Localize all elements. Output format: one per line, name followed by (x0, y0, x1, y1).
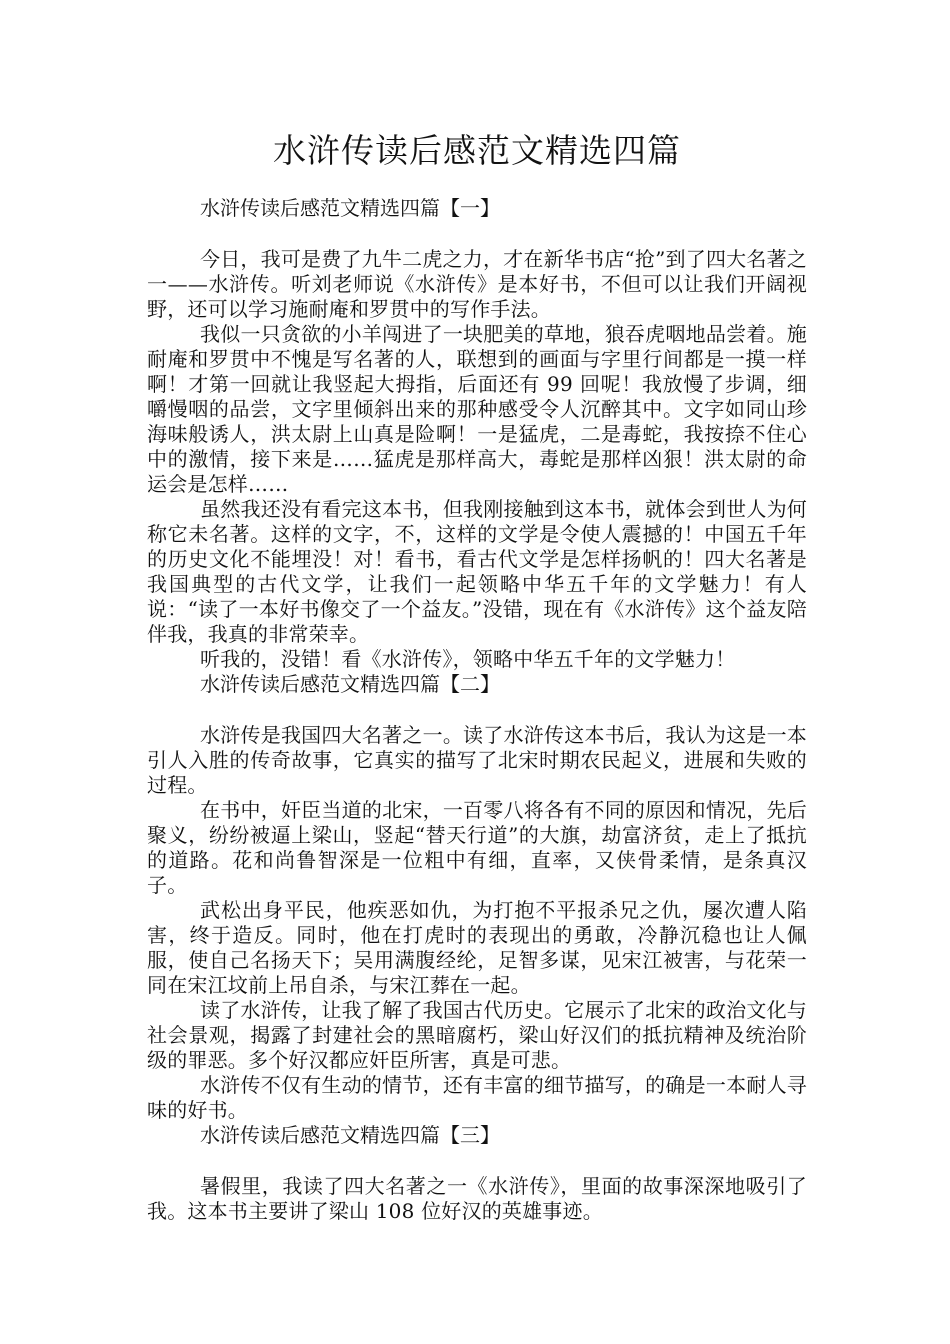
section-heading: 水浒传读后感范文精选四篇【二】 (200, 672, 500, 696)
section-2 (147, 672, 807, 1123)
section-3 (147, 1123, 807, 1224)
section-gap (147, 221, 807, 247)
paragraph: 读了水浒传，让我了解了我国古代历史。它展示了北宋的政治文化与社会景观，揭露了封建社会的黑暗腐朽，梁山好汉们的抵抗精神及统治阶级的罪恶。多个好汉都应奸臣所害，真是可悲。 (147, 998, 807, 1072)
document-title: 水浒传读后感范文精选四篇 (273, 131, 681, 170)
document-page (147, 128, 807, 1224)
section-1 (147, 196, 807, 672)
paragraph: 听我的，没错！看《水浒传》，领略中华五千年的文学魅力！ (200, 647, 736, 671)
section-gap (147, 1148, 807, 1174)
paragraph: 暑假里，我读了四大名著之一《水浒传》，里面的故事深深地吸引了我。这本书主要讲了梁山 108 位好汉的英雄事迹。 (147, 1174, 807, 1223)
section-heading: 水浒传读后感范文精选四篇【一】 (200, 196, 500, 220)
paragraph: 武松出身平民，他疾恶如仇，为打抱不平报杀兄之仇，屡次遭人陷害，终于造反。同时，他在打虎时的表现出的勇敢，冷静沉稳也让人佩服，使自己名扬天下；吴用满腹经纶，足智多谋，见宋江被害，与花荣一同在宋江坟前上吊自杀，与宋江葬在一起。 (147, 898, 807, 997)
section-gap (147, 697, 807, 723)
paragraph: 我似一只贪欲的小羊闯进了一块肥美的草地，狼吞虎咽地品尝着。施耐庵和罗贯中不愧是写名著的人，联想到的画面与字里行间都是一摸一样啊！才第一回就让我竖起大拇指，后面还有 99 回呢！我放慢了步调，细嚼慢咽的品尝，文字里倾斜出来的那种感受令人沉醉其中。文字如同山珍海味般诱人，洪太尉上山真是险啊！一是猛虎，二是毒蛇，我按捺不住心中的激情，接下来是……猛虎是那样高大，毒蛇是那样凶狠！洪太尉的命运会是怎样…… (147, 322, 807, 496)
paragraph: 水浒传不仅有生动的情节，还有丰富的细节描写，的确是一本耐人寻味的好书。 (147, 1073, 807, 1122)
paragraph: 虽然我还没有看完这本书，但我刚接触到这本书，就体会到世人为何称它未名著。这样的文字，不，这样的文学是令使人震撼的！中国五千年的历史文化不能埋没！对！看书，看古代文学是怎样扬帆的！四大名著是我国典型的古代文学，让我们一起领略中华五千年的文学魅力！有人说：“读了一本好书像交了一个益友。”没错，现在有《水浒传》这个益友陪伴我，我真的非常荣幸。 (147, 497, 807, 646)
paragraph: 今日，我可是费了九牛二虎之力，才在新华书店“抢”到了四大名著之一——水浒传。听刘老师说《水浒传》是本好书，不但可以让我们开阔视野，还可以学习施耐庵和罗贯中的写作手法。 (147, 247, 807, 321)
paragraph: 水浒传是我国四大名著之一。读了水浒传这本书后，我认为这是一本引人入胜的传奇故事，它真实的描写了北宋时期农民起义，进展和失败的过程。 (147, 723, 807, 797)
section-heading: 水浒传读后感范文精选四篇【三】 (200, 1123, 500, 1147)
paragraph: 在书中，奸臣当道的北宋，一百零八将各有不同的原因和情况，先后聚义，纷纷被逼上梁山，竖起“替天行道”的大旗，劫富济贫，走上了抵抗的道路。花和尚鲁智深是一位粗中有细，直率，又侠骨柔情，是条真汉子。 (147, 798, 807, 897)
